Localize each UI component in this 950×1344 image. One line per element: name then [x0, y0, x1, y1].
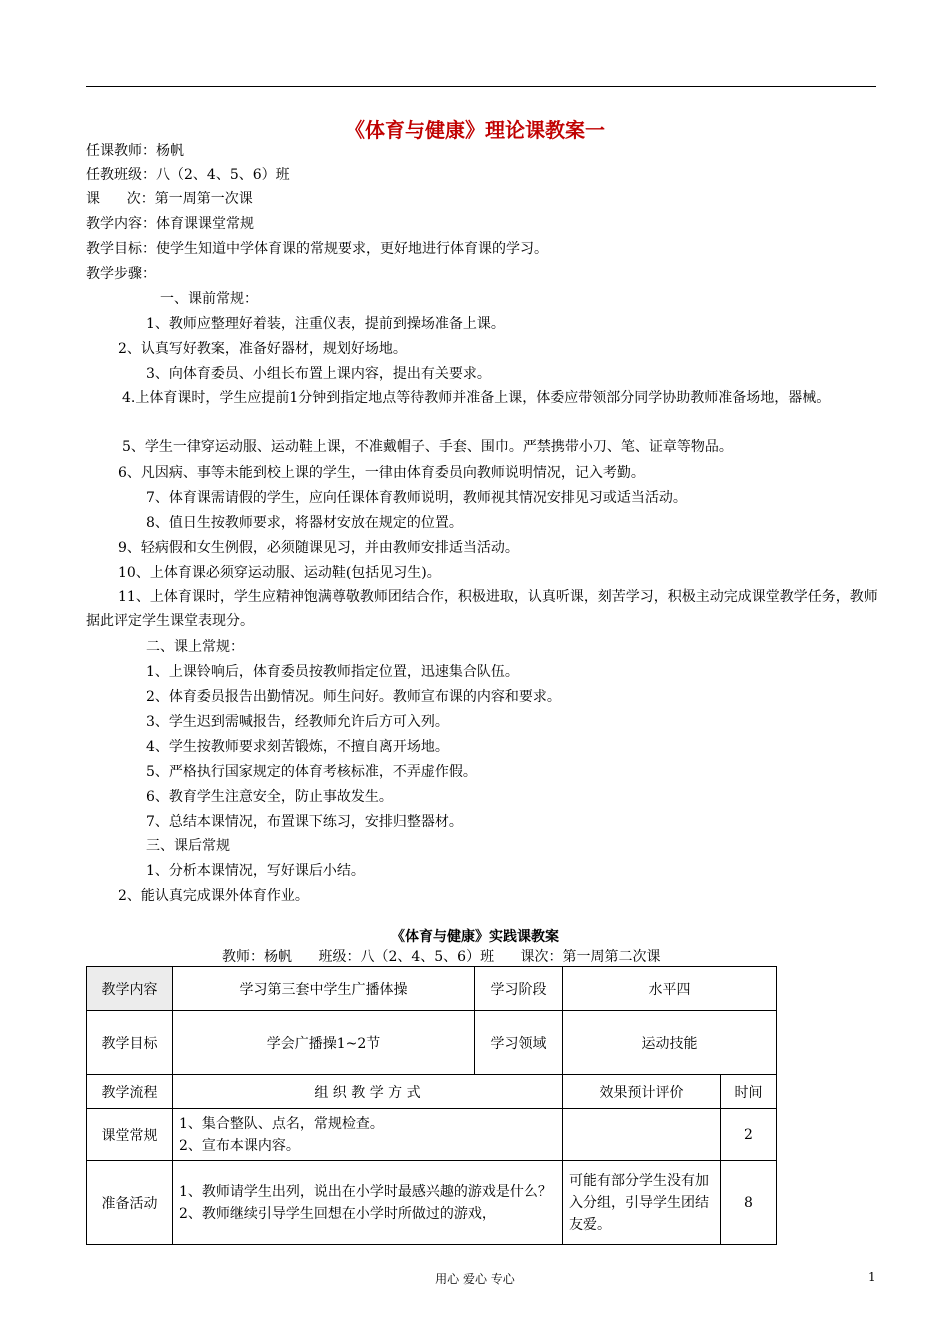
classes-line: 任教班级：八（2、4、5、6）班: [86, 167, 290, 183]
label-teaching-content: 教学内容: [87, 967, 173, 1011]
pre-item-10: 10、上体育课必须穿运动服、运动鞋(包括见习生)。: [118, 565, 441, 581]
prep-line-1: 1、教师请学生出列，说出在小学时最感兴趣的游戏是什么？: [179, 1183, 552, 1200]
in-class-item-6: 6、教育学生注意安全，防止事故发生。: [146, 789, 393, 805]
lesson-line: 课 次：第一周第一次课: [86, 191, 253, 207]
table-row-content: [87, 967, 777, 1011]
table-row-routine: [87, 1109, 777, 1161]
table-row-goal: [87, 1011, 777, 1075]
pre-item-9: 9、轻病假和女生例假，必须随课见习，并由教师安排适当活动。: [118, 540, 519, 556]
practice-teacher: 教师：杨帆: [222, 949, 292, 965]
in-class-item-3: 3、学生迟到需喊报告，经教师允许后方可入列。: [146, 714, 449, 730]
practice-plan-table: [86, 966, 777, 1245]
value-learning-stage: 水平四: [563, 967, 777, 1011]
routine-evaluation: [563, 1109, 721, 1161]
value-learning-domain: 运动技能: [563, 1011, 777, 1075]
page-number: 1: [868, 1270, 876, 1284]
routine-time: 2: [721, 1109, 777, 1161]
after-class-item-2: 2、能认真完成课外体育作业。: [118, 888, 309, 904]
pre-item-3: 3、向体育委员、小组长布置上课内容，提出有关要求。: [146, 366, 491, 382]
pre-item-1: 1、教师应整理好着装，注重仪表，提前到操场准备上课。: [146, 316, 505, 332]
pre-item-7: 7、体育课需请假的学生，应向任课体育教师说明，教师视其情况安排见习或适当活动。: [146, 490, 687, 506]
content-line: 教学内容：体育课课堂常规: [86, 216, 254, 232]
teacher-line: 任课教师：杨帆: [86, 143, 184, 159]
pre-item-4: 4.上体育课时，学生应提前1分钟到指定地点等待教师并准备上课，体委应带领部分同学协助教师准备场地，器械。: [122, 390, 831, 406]
routine-line-2: 2、宣布本课内容。: [179, 1137, 300, 1154]
in-class-item-2: 2、体育委员报告出勤情况。师生问好。教师宣布课的内容和要求。: [146, 689, 561, 705]
label-learning-domain: 学习领域: [475, 1011, 563, 1075]
header-rule: [86, 86, 876, 87]
practice-lesson: 课次：第一周第二次课: [520, 949, 661, 965]
prep-evaluation: 可能有部分学生没有加入分组，引导学生团结友爱。: [563, 1161, 721, 1245]
routine-method: [173, 1109, 563, 1161]
value-teaching-content: 学习第三套中学生广播体操: [173, 967, 475, 1011]
in-class-item-7: 7、总结本课情况，布置课下练习，安排归整器材。: [146, 814, 463, 830]
practice-title: 《体育与健康》实践课教案: [391, 929, 559, 945]
label-teaching-goal: 教学目标: [87, 1011, 173, 1075]
pre-class-heading: 一、课前常规：: [160, 291, 258, 307]
prep-time: 8: [721, 1161, 777, 1245]
goal-line: 教学目标：使学生知道中学体育课的常规要求，更好地进行体育课的学习。: [86, 241, 548, 257]
page-footer: 用心 爱心 专心: [435, 1272, 515, 1286]
pre-item-2: 2、认真写好教案，准备好器材，规划好场地。: [118, 341, 407, 357]
pre-item-6: 6、凡因病、事等未能到校上课的学生，一律由体育委员向教师说明情况，记入考勤。: [118, 465, 645, 481]
in-class-item-1: 1、上课铃响后，体育委员按教师指定位置，迅速集合队伍。: [146, 664, 519, 680]
table-row-prep: [87, 1161, 777, 1245]
label-routine: 课堂常规: [87, 1109, 173, 1161]
label-learning-stage: 学习阶段: [475, 967, 563, 1011]
header-time: 时间: [721, 1075, 777, 1109]
in-class-item-4: 4、学生按教师要求刻苦锻炼，不擅自离开场地。: [146, 739, 449, 755]
after-class-heading: 三、课后常规: [146, 838, 230, 854]
value-teaching-goal: 学会广播操1~2节: [173, 1011, 475, 1075]
prep-method: [173, 1161, 563, 1245]
document-title: 《体育与健康》理论课教案一: [345, 118, 605, 142]
table-header-row: [87, 1075, 777, 1109]
header-method: 组 织 教 学 方 式: [173, 1075, 563, 1109]
practice-info: [222, 946, 683, 966]
pre-item-11: 11、上体育课时，学生应精神饱满尊敬教师团结合作，积极进取，认真听课，刻苦学习，积极主动完成课堂教学任务，教师据此评定学生课堂表现分。: [86, 589, 878, 629]
header-evaluation: 效果预计评价: [563, 1075, 721, 1109]
practice-class: 班级：八（2、4、5、6）班: [318, 949, 495, 965]
pre-item-5: 5、学生一律穿运动服、运动鞋上课，不准戴帽子、手套、围巾。严禁携带小刀、笔、证章等物品。: [122, 439, 733, 455]
label-prep: 准备活动: [87, 1161, 173, 1245]
pre-item-8: 8、值日生按教师要求，将器材安放在规定的位置。: [146, 515, 463, 531]
prep-line-2: 2、教师继续引导学生回想在小学时所做过的游戏，: [179, 1205, 496, 1222]
steps-label: 教学步骤：: [86, 266, 156, 282]
routine-line-1: 1、集合整队、点名，常规检查。: [179, 1115, 384, 1132]
in-class-item-5: 5、严格执行国家规定的体育考核标准，不弄虚作假。: [146, 764, 477, 780]
header-flow: 教学流程: [87, 1075, 173, 1109]
in-class-heading: 二、课上常规：: [146, 639, 244, 655]
after-class-item-1: 1、分析本课情况，写好课后小结。: [146, 863, 365, 879]
